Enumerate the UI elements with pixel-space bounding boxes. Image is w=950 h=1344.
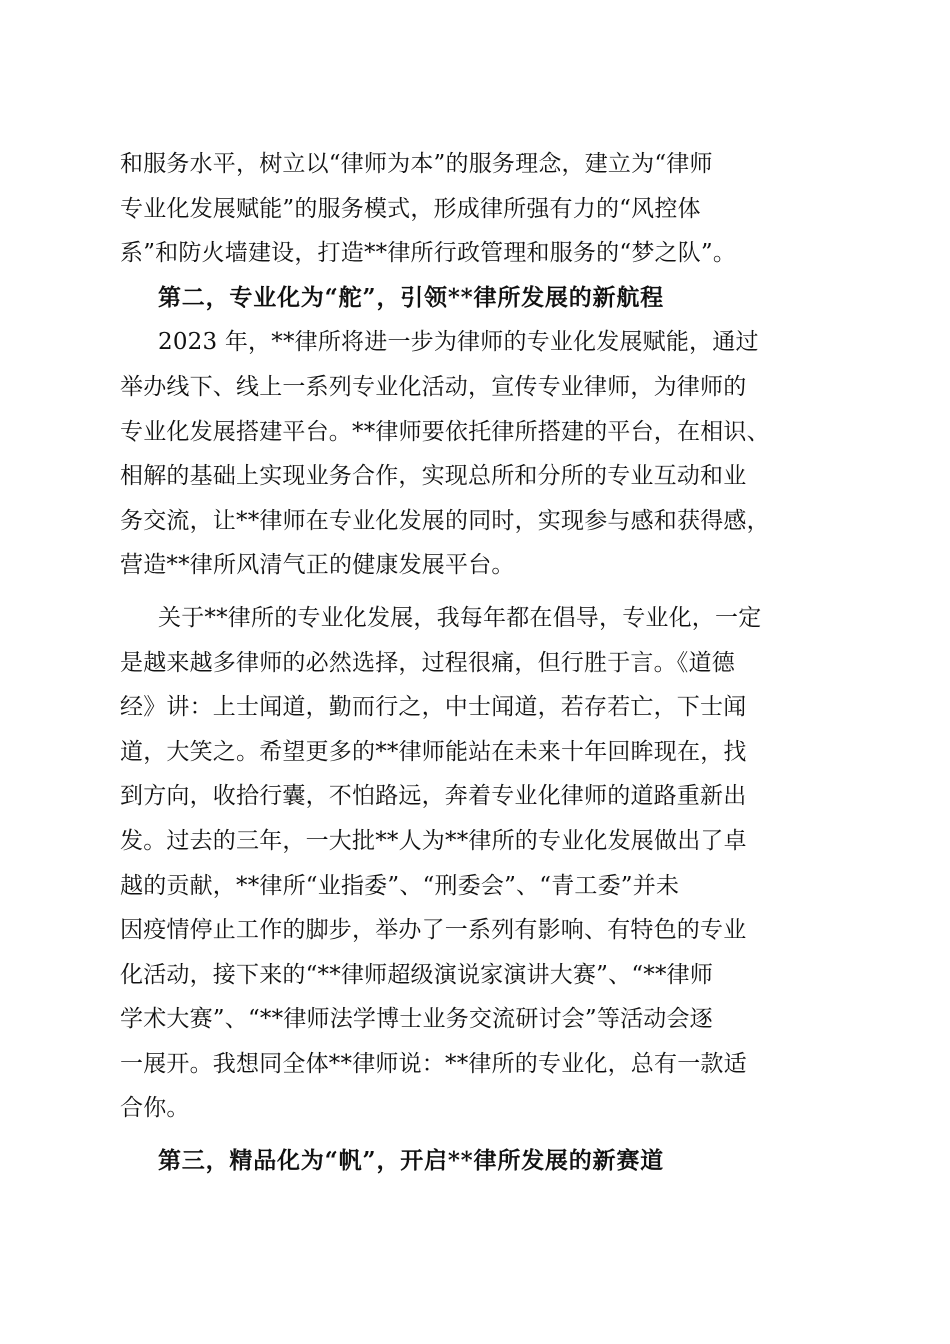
paragraph-line: 和服务水平，树立以“律师为本”的服务理念，建立为“律师 [120, 151, 713, 177]
section-heading-third: 第三，精品化为“帆”，开启**律所发展的新赛道 [158, 1147, 664, 1175]
paragraph-line: 专业化发展搭建平台。**律师要依托律所搭建的平台，在相识、 [120, 418, 770, 445]
document-body [120, 142, 832, 1184]
paragraph-line: 因疫情停止工作的脚步，举办了一系列有影响、有特色的专业 [120, 917, 747, 944]
paragraph-line: 经》讲：上士闻道，勤而行之，中士闻道，若存若亡，下士闻 [120, 694, 747, 721]
paragraph-line: 相解的基础上实现业务合作，实现总所和分所的专业互动和业 [120, 463, 747, 490]
paragraph-line: 营造**律所风清气正的健康发展平台。 [120, 552, 515, 579]
section-heading-second: 第二，专业化为“舵”，引领**律所发展的新航程 [158, 283, 664, 311]
paragraph-line: 2023 年，**律所将进一步为律师的专业化发展赋能，通过 [158, 329, 759, 356]
paragraph-line: 关于**律所的专业化发展，我每年都在倡导，专业化，一定 [158, 604, 762, 631]
paragraph-line: 越的贡献，**律所“业指委”、“刑委会”、“青工委”并未 [120, 872, 680, 899]
paragraph-line: 发。过去的三年，一大批**人为**律所的专业化发展做出了卓 [120, 827, 747, 854]
paragraph-line: 系”和防火墙建设，打造**律所行政管理和服务的“梦之队”。 [120, 240, 737, 267]
paragraph-line: 专业化发展赋能”的服务模式，形成律所强有力的“风控体 [120, 195, 701, 222]
paragraph-line: 是越来越多律师的必然选择，过程很痛，但行胜于言。《道德 [120, 649, 735, 676]
paragraph-line: 学术大赛”、“**律师法学博士业务交流研讨会”等活动会逐 [120, 1006, 713, 1033]
paragraph-line: 一展开。我想同全体**律师说：**律所的专业化，总有一款适 [120, 1050, 747, 1077]
paragraph-line: 道，大笑之。希望更多的**律师能站在未来十年回眸现在，找 [120, 738, 747, 765]
paragraph-line: 举办线下、线上一系列专业化活动，宣传专业律师，为律师的 [120, 373, 747, 400]
paragraph-line: 化活动，接下来的“**律师超级演说家演讲大赛”、“**律师 [120, 961, 714, 988]
paragraph-line: 务交流，让**律师在专业化发展的同时，实现参与感和获得感， [120, 507, 770, 534]
paragraph-line: 到方向，收拾行囊，不怕路远，奔着专业化律师的道路重新出 [120, 783, 747, 810]
paragraph-line: 合你。 [120, 1095, 190, 1122]
